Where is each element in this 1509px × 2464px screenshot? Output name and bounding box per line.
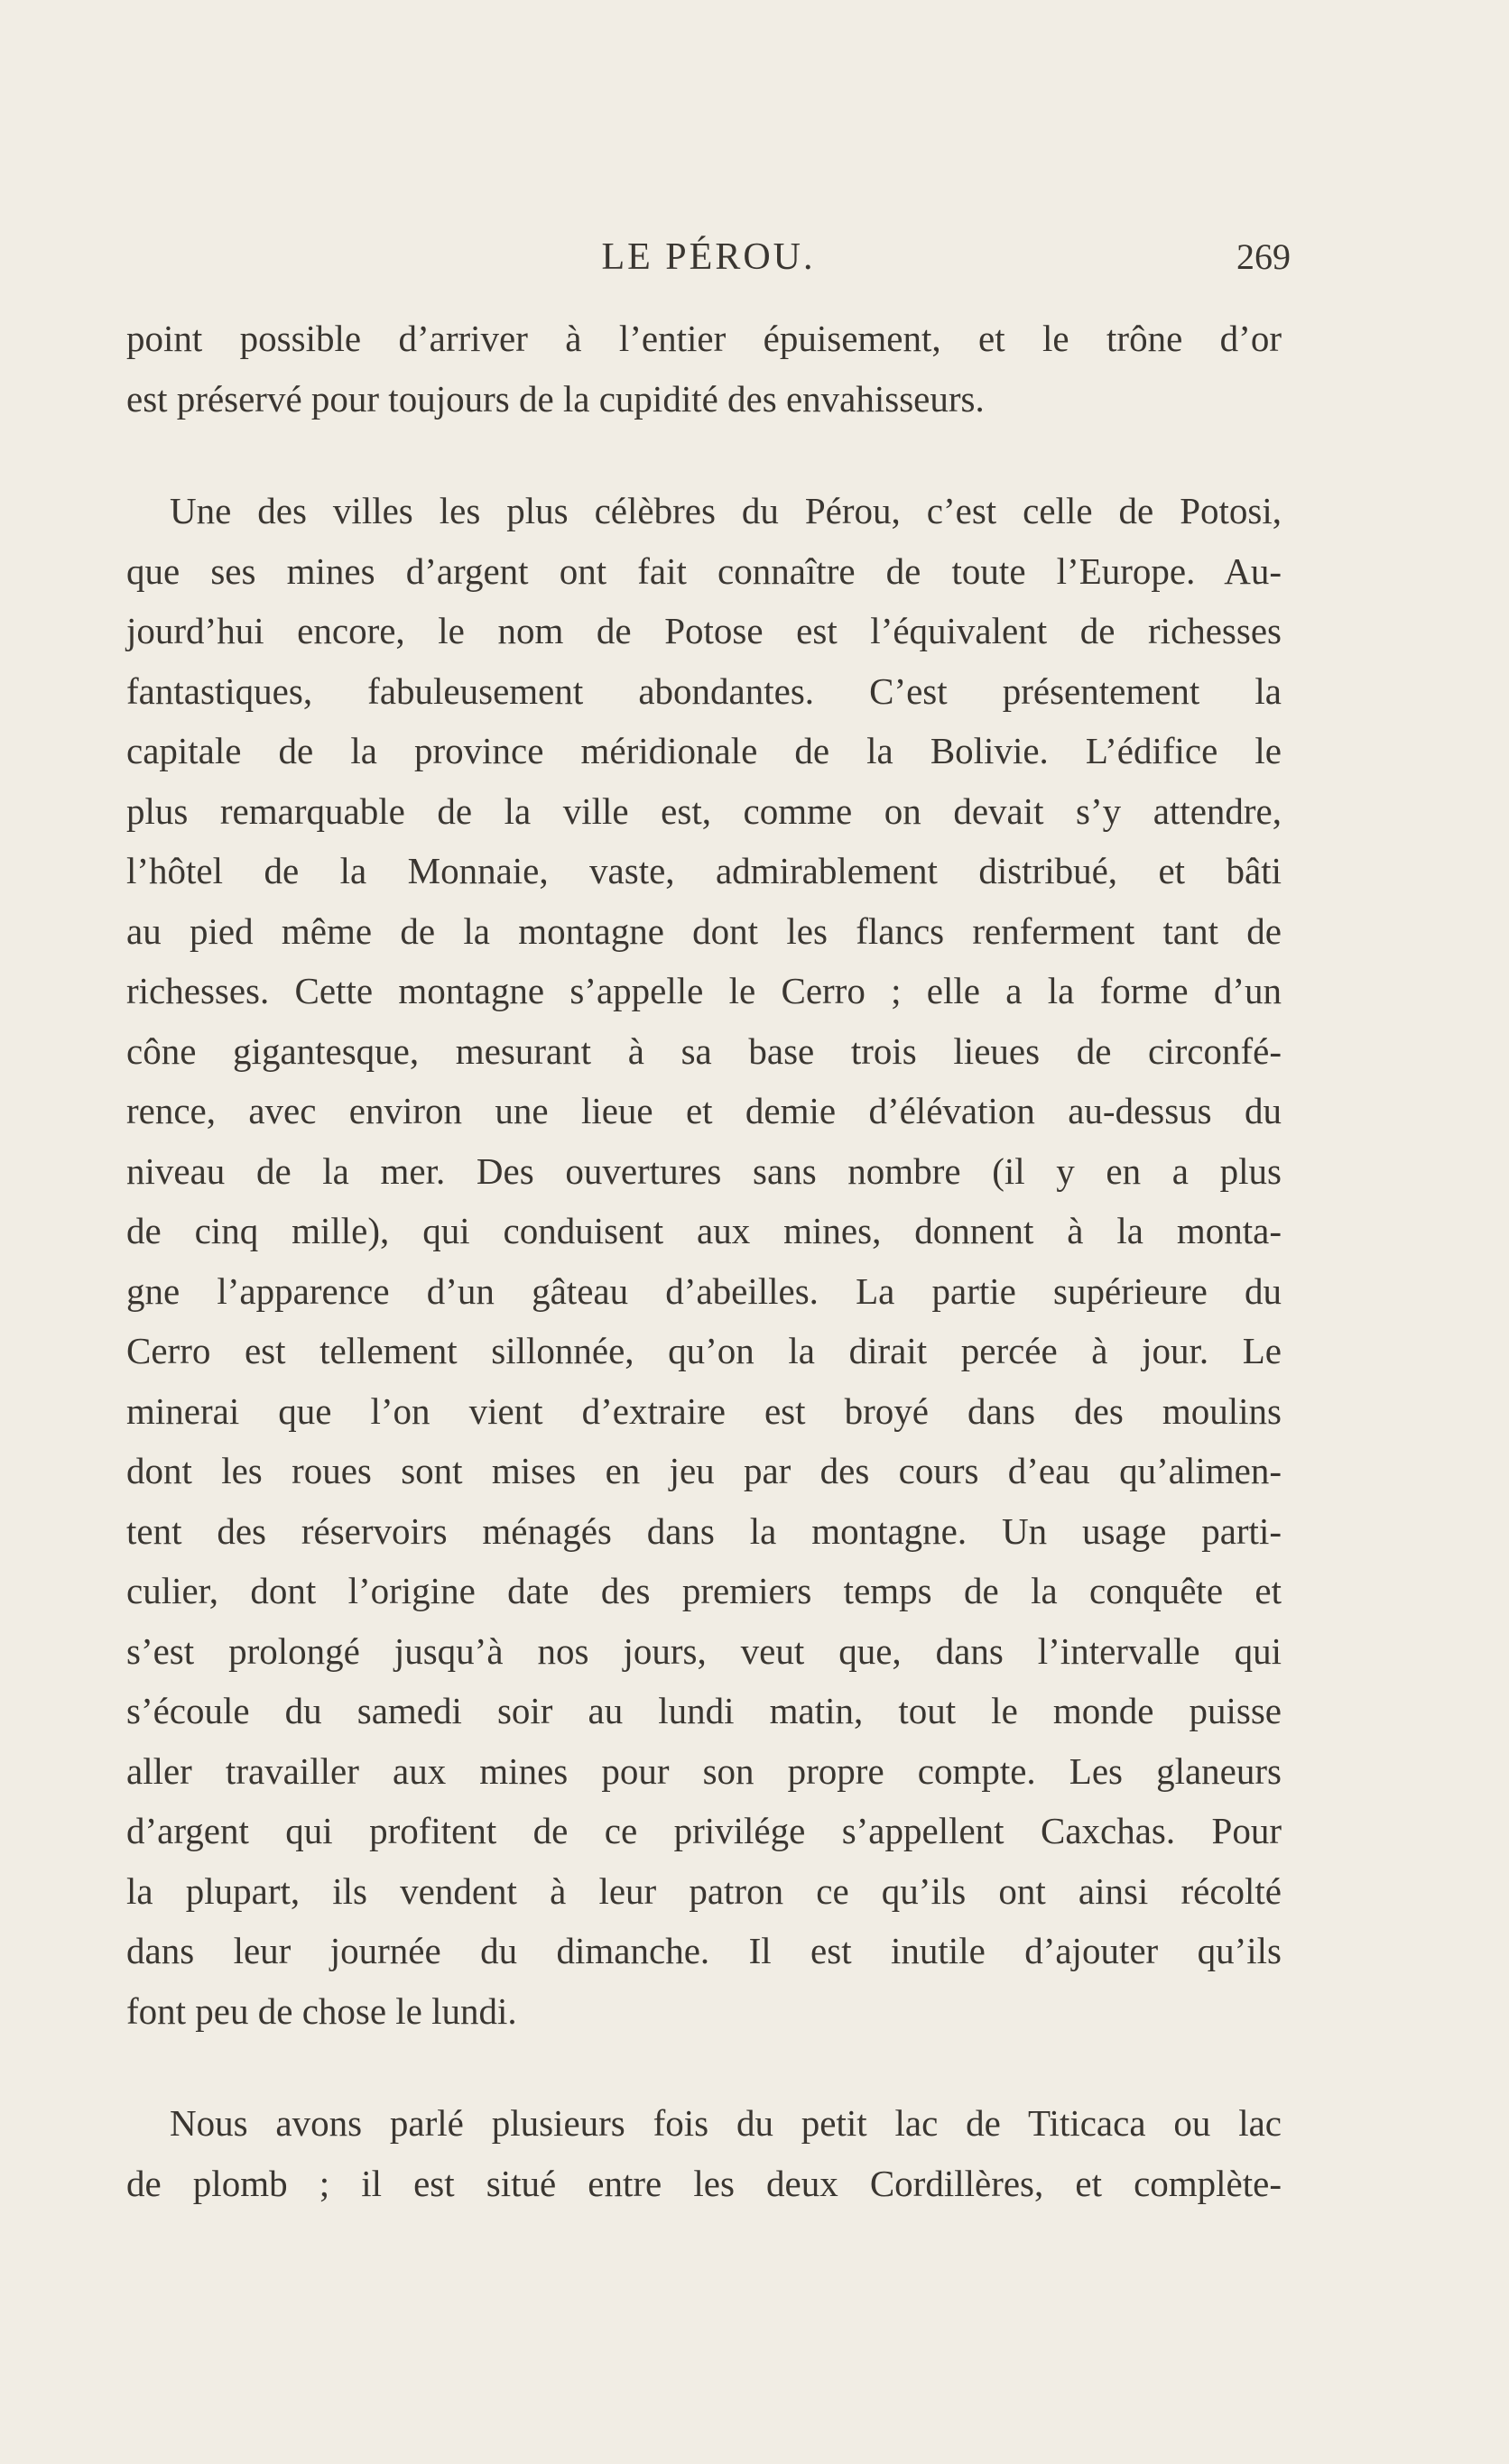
text-line: de plomb ; il est situé entre les deux Cordillères, et complète- (126, 2162, 1282, 2204)
text-line: tent des réservoirs ménagés dans la montagne. Un usage parti- (126, 1509, 1282, 1552)
text-line: aller travailler aux mines pour son propre compte. Les glaneurs (126, 1749, 1282, 1792)
text-line: est préservé pour toujours de la cupidité des envahisseurs. (126, 377, 985, 420)
text-line: point possible d’arriver à l’entier épuisement, et le trône d’or (126, 318, 1282, 359)
running-header (126, 230, 1291, 284)
text-line: au pied même de la montagne dont les flancs renferment tant de (126, 909, 1282, 952)
text-line: plus remarquable de la ville est, comme on devait s’y attendre, (126, 789, 1282, 832)
text-line: la plupart, ils vendent à leur patron ce qu’ils ont ainsi récolté (126, 1869, 1282, 1912)
text-line: fantastiques, fabuleusement abondantes. C’est présentement la (126, 669, 1282, 712)
page-number: 269 (1236, 236, 1291, 277)
text-line: richesses. Cette montagne s’appelle le Cerro ; elle a la forme d’un (126, 970, 1282, 1011)
running-title: LE PÉROU. (601, 236, 816, 278)
text-line: gne l’apparence d’un gâteau d’abeilles. La partie supérieure du (126, 1269, 1282, 1312)
text-line: cône gigantesque, mesurant à sa base trois lieues de circonfé- (126, 1029, 1282, 1072)
paragraph-gap (126, 429, 1282, 481)
text-line: culier, dont l’origine date des premiers temps de la conquête et (126, 1570, 1282, 1611)
body-text (126, 309, 1282, 2213)
text-line: l’hôtel de la Monnaie, vaste, admirablement distribué, et bâti (126, 850, 1282, 891)
paragraph (126, 481, 1282, 2041)
text-line: minerai que l’on vient d’extraire est broyé dans des moulins (126, 1389, 1282, 1432)
text-line: dont les roues sont mises en jeu par des cours d’eau qu’alimen- (126, 1450, 1282, 1491)
text-line: d’argent qui profitent de ce privilége s’appellent Caxchas. Pour (126, 1810, 1282, 1851)
paragraph-gap (126, 2041, 1282, 2093)
text-line: rence, avec environ une lieue et demie d’élévation au-dessus du (126, 1090, 1282, 1131)
text-line: Une des villes les plus célèbres du Pérou, c’est celle de Potosi, (170, 490, 1282, 531)
text-line: de cinq mille), qui conduisent aux mines, donnent à la monta- (126, 1210, 1282, 1251)
text-line: que ses mines d’argent ont fait connaître de toute l’Europe. Au- (126, 549, 1282, 592)
text-line: s’écoule du samedi soir au lundi matin, tout le monde puisse (126, 1690, 1282, 1731)
text-line: niveau de la mer. Des ouvertures sans nombre (il y en a plus (126, 1149, 1282, 1192)
text-line: font peu de chose le lundi. (126, 1989, 517, 2032)
text-line: Nous avons parlé plusieurs fois du petit lac de Titicaca ou lac (170, 2102, 1282, 2144)
text-line: dans leur journée du dimanche. Il est inutile d’ajouter qu’ils (126, 1930, 1282, 1971)
paragraph (126, 309, 1282, 429)
text-line: s’est prolongé jusqu’à nos jours, veut que, dans l’intervalle qui (126, 1629, 1282, 1672)
text-line: jourd’hui encore, le nom de Potose est l’équivalent de richesses (126, 610, 1282, 651)
paragraph (126, 2093, 1282, 2213)
text-line: capitale de la province méridionale de la Bolivie. L’édifice le (126, 730, 1282, 771)
text-line: Cerro est tellement sillonnée, qu’on la dirait percée à jour. Le (126, 1330, 1282, 1371)
